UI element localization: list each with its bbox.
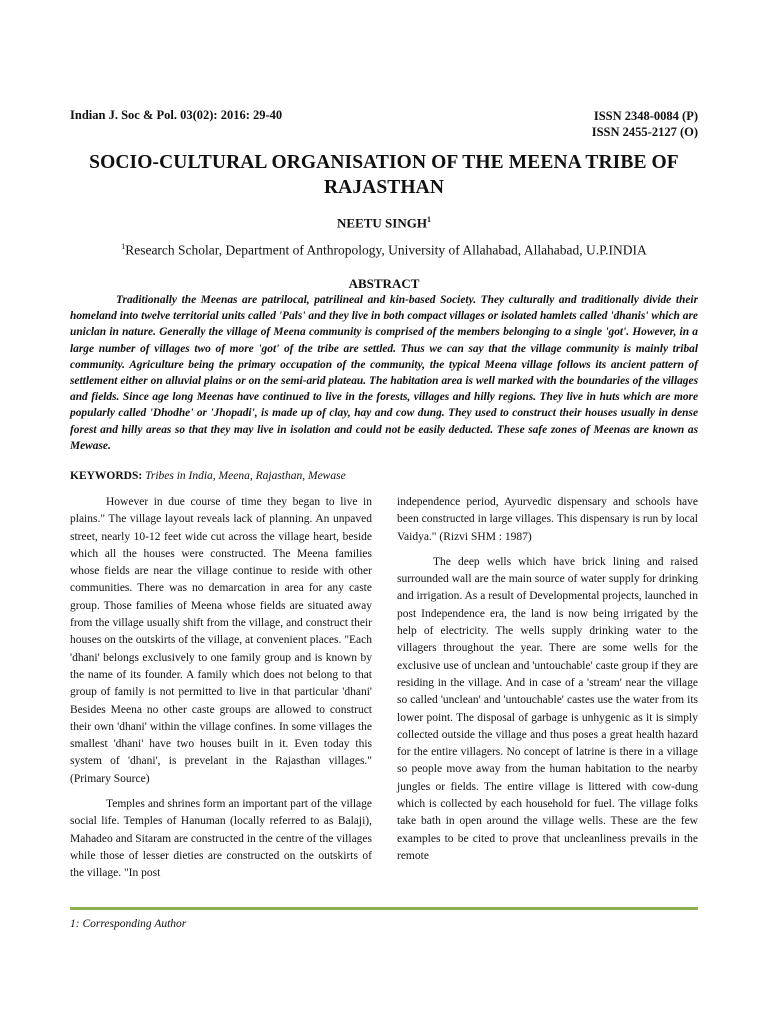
abstract-heading: ABSTRACT — [348, 276, 420, 291]
author-superscript: 1 — [426, 215, 431, 224]
paragraph: The deep wells which have brick lining and raised surrounded wall are the main source of water supply for drinking and irrigation. As a result of Developmental projects, launched in post Independence era, the land is now being irrigated by the help of electricity. The wells supply drinking water to the villagers throughout the year. There are some wells for the exclusive use of unclean and 'untouchable' caste group if they are residing in the village. And in case of a 'stream' near the village so called 'unclean' and 'untouchable' castes use the water from its lower point. The disposal of garbage is unhygenic as it is simply collected outside the village and thus poses a great health hazard for the entire villagers. No concept of latrine is there in a village so people move away from the human habitation to the nearby jungles or fields. The entire village is littered with cow-dung which is collected by each household for fuel. The village folks take bath in open around the village wells. These are the few examples to be cited to prove that uncleanliness prevails in the remote — [397, 555, 698, 862]
paragraph: Temples and shrines form an important part of the village social life. Temples of Hanuman (locally referred to as Balaji), Mahadeo and Sitaram are constructed in the centre of the villages while those of lesser dieties are constructed on the outskirts of the village. "In post — [70, 798, 372, 880]
paragraph: independence period, Ayurvedic dispensary and schools have been constructed in large villages. This dispensary is run by local Vaidya." (Rizvi SHM : 1987) — [397, 496, 698, 543]
body-column-left — [70, 494, 372, 891]
journal-citation: Indian J. Soc & Pol. 03(02): 2016: 29-40 — [70, 108, 283, 122]
body-column-right — [397, 494, 698, 873]
issn-print: ISSN 2348-0084 (P) — [593, 109, 698, 123]
author-affiliation — [70, 242, 698, 259]
footnote: 1: Corresponding Author — [70, 918, 187, 930]
author-name — [70, 215, 698, 231]
keywords-text: Tribes in India, Meena, Rajasthan, Mewase — [145, 470, 346, 482]
affiliation-text: Research Scholar, Department of Anthropology, University of Allahabad, Allahabad, U.P.INDIA — [125, 242, 647, 258]
issn-online: ISSN 2455-2127 (O) — [591, 125, 698, 139]
author-name-text: NEETU SINGH — [337, 215, 427, 231]
paper-title: SOCIO-CULTURAL ORGANISATION OF THE MEENA TRIBE OF RAJASTHAN — [89, 152, 679, 198]
issn-block — [592, 108, 698, 140]
abstract-text: Traditionally the Meenas are patrilocal, patrilineal and kin-based Society. They culturally and traditionally divide their homeland into twelve territorial units called 'Pals' and they live in both compact villages or isolated hamlets called 'dhanis' which are uniclan in nature. Generally the village of Meena community is comprised of the members belonging to a single 'got'. However, in a large number of villages two of more 'got' of the tribe are settled. Thus we can say that the village community is mainly tribal community. Agriculture being the primary occupation of the community, the typical Meena village follows its ancient pattern of settlement either on alluvial plains or on the semi-arid plateau. The habitation area is well marked with the boundaries of the villages and fields. Since age long Meenas have continued to live in the forests, villages and hilly regions. They live in huts which are more popularly called 'Dhodhe' or 'Jhopadi', is made up of clay, hay and cow dung. They used to construct their houses usually in dense forest and hilly areas so that they may live in isolation and could not be easily deducted. These safe zones of Meenas are known as Mewase. — [70, 294, 698, 452]
footnote-divider — [70, 907, 698, 910]
paragraph: However in due course of time they began to live in plains." The village layout reveals lack of planning. An unpaved street, nearly 10-12 feet wide cut across the village heart, beside which all the houses were constructed. The Meena families whose fields are near the village continue to reside with other communities. There was no demarcation in area for any caste group. Those families of Meena whose fields are situated away from the village usually shift from the village, and construct their houses on the outskirts of the village, at convenient places. "Each 'dhani' belongs exclusively to one family group and is known by the name of its founder. A family which does not belong to that group of family is not permitted to live in that particular 'dhani' Besides Meena no other caste groups are allowed to construct their own 'dhani' within the village confines. In some villages the smallest 'dhani' have two houses built in it. Even today this system of 'dhani', is prevelant in the Rajasthan villages." (Primary Source) — [70, 496, 372, 785]
keywords-label: KEYWORDS: — [70, 470, 143, 482]
keywords-line — [70, 470, 698, 482]
affiliation-superscript: 1 — [121, 242, 126, 251]
